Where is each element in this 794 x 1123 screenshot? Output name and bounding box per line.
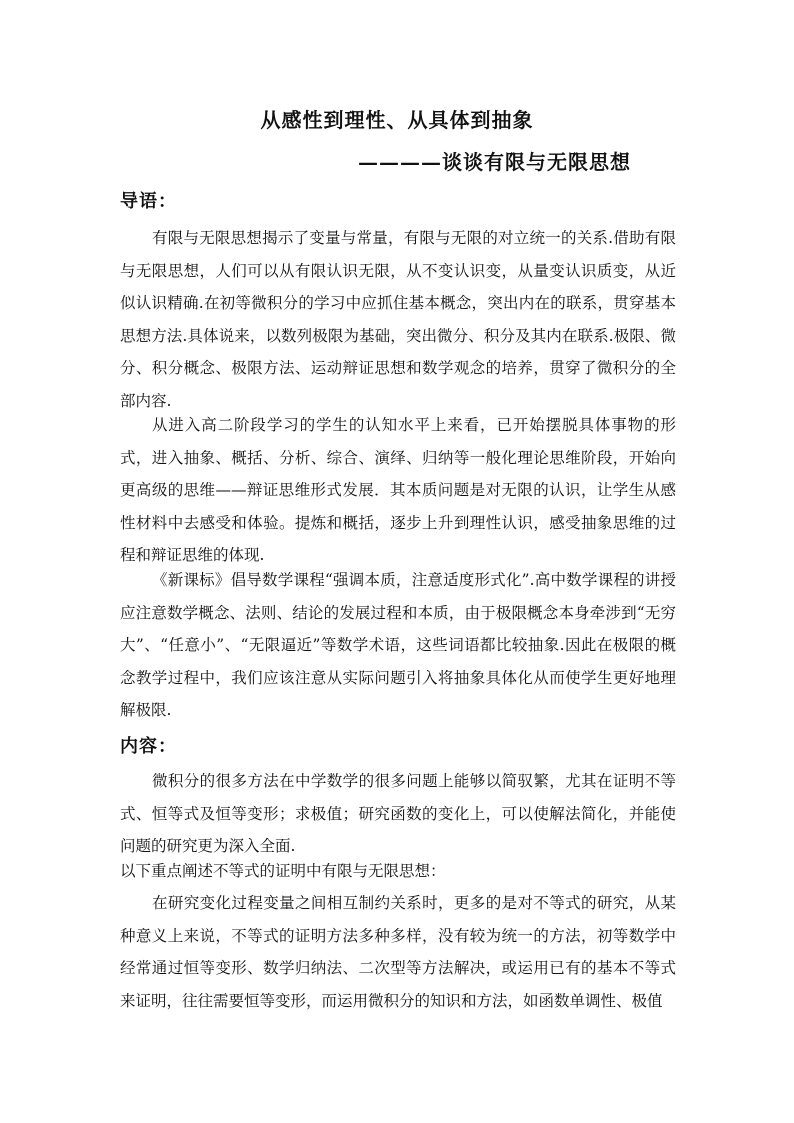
content-paragraph-1: 微积分的很多方法在中学数学的很多问题上能够以简驭繁，尤其在证明不等式、恒等式及恒等变形；求极值；研究函数的变化上，可以使解法简化，并能使问题的研究更为深入全面. [120, 772, 676, 855]
content-paragraph-3: 在研究变化过程变量之间相互制约关系时，更多的是对不等式的研究，从某种意义上来说，不等式的证明方法多种多样，没有较为统一的方法，初等数学中经常通过恒等变形、数学归纳法、二次型等方法解决，或运用已有的基本不等式来证明，往往需要恒等变形，而运用微积分的知识和方法，如函数单调性、极值 [120, 894, 676, 1010]
intro-paragraph-2: 从进入高二阶段学习的学生的认知水平上来看，已开始摆脱具体事物的形式，进入抽象、概括、分析、综合、演绎、归纳等一般化理论思维阶段，开始向更高级的思维——辩证思维形式发展．其本质问题是对无限的认识，让学生从感性材料中去感受和体验。提炼和概括，逐步上升到理性认识，感受抽象思维的过程和辩证思维的体现. [120, 416, 676, 564]
content-paragraph-2: 以下重点阐述不等式的证明中有限与无限思想： [120, 862, 446, 880]
page-title: 从感性到理性、从具体到抽象 [260, 108, 534, 132]
page-subtitle: ————谈谈有限与无限思想 [358, 150, 631, 174]
content-heading: 内容： [120, 736, 177, 757]
intro-heading: 导语： [120, 191, 177, 212]
intro-paragraph-3: 《新课标》倡导数学课程“强调本质，注意适度形式化”.高中数学课程的讲授应注意数学概念、法则、结论的发展过程和本质，由于极限概念本身牵涉到“无穷大”、“任意小”、“无限逼近”等数学术语，这些词语都比较抽象.因此在极限的概念教学过程中，我们应该注意从实际问题引入将抽象具体化从而使学生更好地理解极限. [120, 571, 676, 719]
intro-paragraph-1: 有限与无限思想揭示了变量与常量，有限与无限的对立统一的关系.借助有限与无限思想，人们可以从有限认识无限，从不变认识变，从量变认识质变，从近似认识精确.在初等微积分的学习中应抓住基本概念，突出内在的联系，贯穿基本思想方法.具体说来，以数列极限为基础，突出微分、积分及其内在联系.极限、微分、积分概念、极限方法、运动辩证思想和数学观念的培养，贯穿了微积分的全部内容. [120, 229, 676, 410]
